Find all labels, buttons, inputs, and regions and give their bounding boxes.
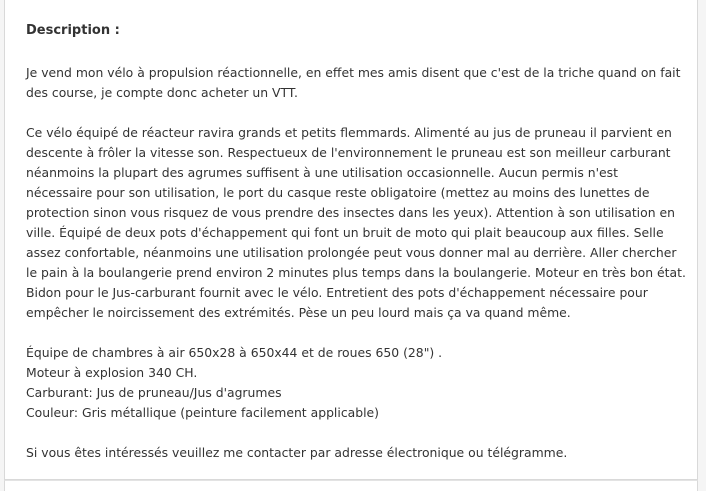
description-content bbox=[26, 18, 686, 483]
description-paragraph-main: Ce vélo équipé de réacteur ravira grands et petits flemmards. Alimenté au jus de pruneau il parvient en descente à frôler la vitesse son. Respectueux de l'environnement le pruneau est son meilleur carburant néanmoins la plupart des agrumes suffisent à une utilisation occasionnelle. Aucun permis n'est nécessaire pour son utilisation, le port du casque reste obligatoire (mettez au moins des lunettes de protection sinon vous risquez de vous prendre des insectes dans les yeux). Attention à son utilisation en ville. Équipé de deux pots d'échappement qui font un bruit de moto qui plait beaucoup aux filles. Selle assez confortable, néanmoins une utilisation prolongée peut vous donner mal au derrière. Aller chercher le pain à la boulangerie prend environ 2 minutes plus temps dans la boulangerie. Moteur en très bon état. Bidon pour le Jus-carburant fournit avec le vélo. Entretient des pots d'échappement nécessaire pour empêcher le noircissement des extrémités. Pèse un peu lourd mais ça va quand même. bbox=[26, 125, 686, 320]
description-panel bbox=[4, 0, 698, 480]
description-heading: Description : bbox=[26, 23, 120, 38]
spec-item-engine: Moteur à explosion 340 CH. bbox=[26, 365, 198, 380]
description-paragraph-intro: Je vend mon vélo à propulsion réactionnelle, en effet mes amis disent que c'est de la triche quand on fait des course, je compte donc acheter un VTT. bbox=[26, 65, 681, 100]
spec-list bbox=[26, 343, 686, 423]
spec-item-color: Couleur: Gris métallique (peinture facilement applicable) bbox=[26, 405, 379, 420]
next-panel-edge bbox=[4, 480, 698, 491]
spec-item-tires: Équipe de chambres à air 650x28 à 650x44 et de roues 650 (28") . bbox=[26, 345, 443, 360]
spec-item-fuel: Carburant: Jus de pruneau/Jus d'agrumes bbox=[26, 385, 282, 400]
description-contact: Si vous êtes intéressés veuillez me contacter par adresse électronique ou télégramme. bbox=[26, 445, 568, 460]
